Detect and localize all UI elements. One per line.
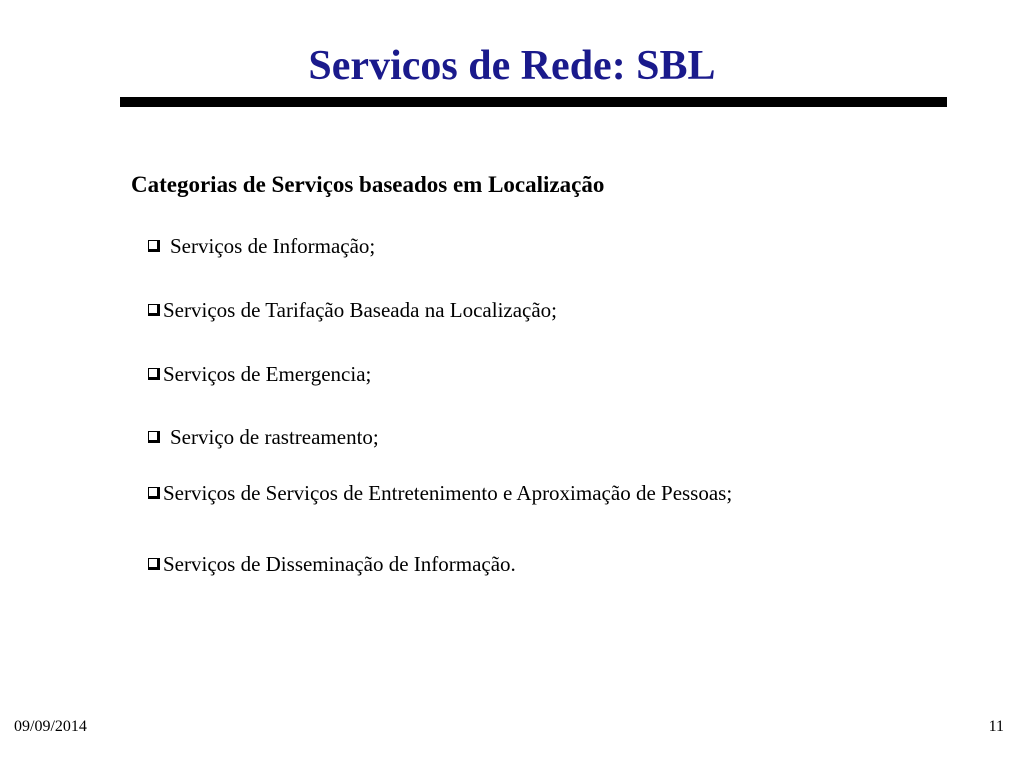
checkbox-square-icon [148,368,160,380]
checkbox-square-icon [148,240,160,252]
list-item [148,360,371,388]
list-item-label: Serviços de Informação; [170,234,376,258]
list-item-label: Serviço de rastreamento; [170,425,379,449]
list-item [148,296,557,324]
list-item-label: Serviços de Emergencia; [163,362,372,386]
title-divider [120,97,947,107]
list-item-label: Serviços de Serviços de Entretenimento e Aproximação de Pessoas; [163,481,733,505]
checkbox-square-icon [148,487,160,499]
list-item [148,479,732,507]
checkbox-square-icon [148,558,160,570]
page-number: 11 [988,718,1004,735]
checkbox-square-icon [148,431,160,443]
slide-subtitle: Categorias de Serviços baseados em Localização [131,172,605,197]
slide-title: Servicos de Rede: SBL [308,43,716,89]
checkbox-square-icon [148,304,160,316]
footer-date: 09/09/2014 [14,718,87,735]
list-item-label: Serviços de Tarifação Baseada na Localização; [163,298,558,322]
list-item [148,232,375,260]
list-item-label: Serviços de Disseminação de Informação. [163,552,516,576]
list-item [148,423,379,451]
list-item [148,550,516,578]
